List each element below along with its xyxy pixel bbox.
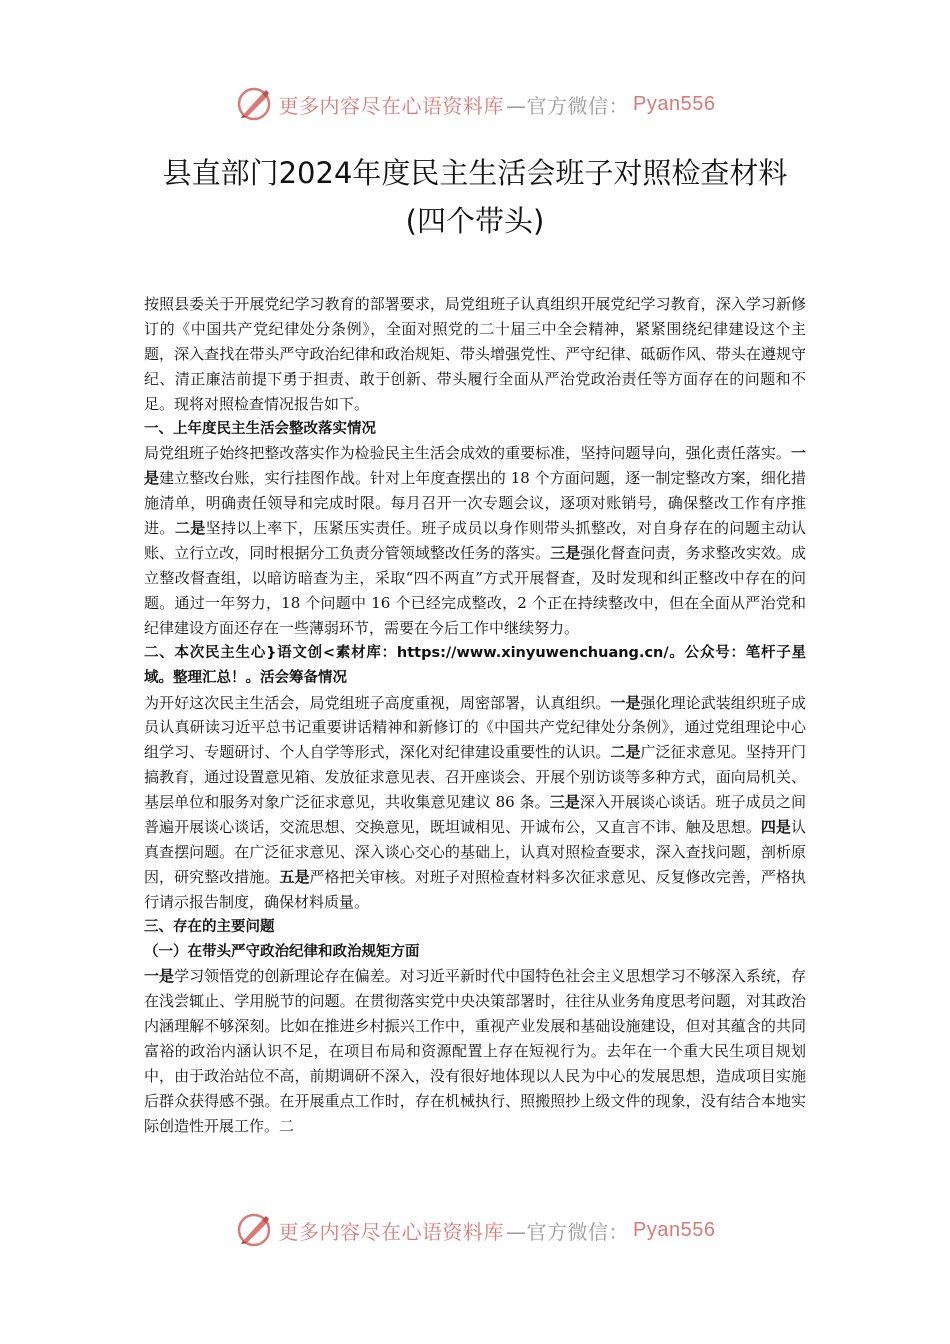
header-watermark-banner bbox=[0, 84, 950, 124]
pen-logo-icon bbox=[235, 1211, 273, 1249]
section1-paragraph: 局党组班子始终把整改落实作为检验民主生活会成效的重要标准，坚持问题导向，强化责任落实。一是建立整改台账，实行挂图作战。针对上年度查摆出的 18 个方面问题，逐一制定整改方案，细化措施清单，明确责任领导和完成时限。每月召开一次专题会议，逐项对账销号，确保整改工作有序推进。二是坚持以上率下，压紧压实责任。班子成员以身作则带头抓整改，对自身存在的问题主动认账、立行立改，同时根据分工负责分管领域整改任务的落实。三是强化督查问责，务求整改实效。成立整改督查组，以暗访暗查为主，采取“四不两直”方式开展督查，及时发现和纠正整改中存在的问题。通过一年努力，18 个问题中 16 个已经完成整改，2 个正在持续整改中，但在全面从严治党和纪律建设方面还存在一些薄弱环节，需要在今后工作中继续努力。 bbox=[144, 444, 806, 637]
banner-text-sep: —官方微信： bbox=[506, 1219, 630, 1244]
banner-wechat-id: Pyan556 bbox=[633, 1218, 716, 1241]
document-title: 县直部门2024年度民主生活会班子对照检查材料 bbox=[162, 156, 788, 190]
document-subtitle: (四个带头) bbox=[405, 204, 545, 238]
footer-watermark-banner bbox=[0, 1210, 950, 1250]
banner-text-main: 更多内容尽在心语资料库 bbox=[278, 1219, 505, 1244]
section3-heading: 三、存在的主要问题 bbox=[144, 918, 275, 935]
pen-logo-icon bbox=[235, 85, 273, 123]
section1-heading: 一、上年度民主生活会整改落实情况 bbox=[144, 420, 376, 437]
document-body bbox=[144, 292, 806, 1139]
banner-text-main: 更多内容尽在心语资料库 bbox=[278, 93, 505, 118]
banner-text-sep: —官方微信： bbox=[506, 93, 630, 118]
section3-paragraph: 一是学习领悟党的创新理论存在偏差。对习近平新时代中国特色社会主义思想学习不够深入系统，存在浅尝辄止、学用脱节的问题。在贯彻落实党中央决策部署时，往往从业务角度思考问题，对其政治内涵理解不够深刻。比如在推进乡村振兴工作中，重视产业发展和基础设施建设，但对其蕴含的共同富裕的政治内涵认识不足，在项目布局和资源配置上存在短视行为。去年在一个重大民生项目规划中，由于政治站位不高，前期调研不深入，没有很好地体现以人民为中心的发展思想，造成项目实施后群众获得感不强。在开展重点工作时，存在机械执行、照搬照抄上级文件的现象，没有结合本地实际创造性开展工作。二 bbox=[144, 967, 806, 1135]
banner-wechat-id: Pyan556 bbox=[633, 92, 716, 115]
intro-paragraph: 按照县委关于开展党纪学习教育的部署要求，局党组班子认真组织开展党纪学习教育，深入学习新修订的《中国共产党纪律处分条例》，全面对照党的二十届三中全会精神，紧紧围绕纪律建设这个主题，深入查找在带头严守政治纪律和政治规矩、带头增强党性、严守纪律、砥砺作风、带头在遵规守纪、清正廉洁前提下勇于担责、敢于创新、带头履行全面从严治党政治责任等方面存在的问题和不足。现将对照检查情况报告如下。 bbox=[144, 295, 806, 413]
section3-subheading: （一）在带头严守政治纪律和政治规矩方面 bbox=[144, 943, 420, 960]
section2-paragraph: 为开好这次民主生活会，局党组班子高度重视，周密部署，认真组织。一是强化理论武装组织班子成员认真研读习近平总书记重要讲话精神和新修订的《中国共产党纪律处分条例》，通过党组理论中心组学习、专题研讨、个人自学等形式，深化对纪律建设重要性的认识。二是广泛征求意见。坚持开门搞教育，通过设置意见箱、发放征求意见表、召开座谈会、开展个别访谈等多种方式，面向局机关、基层单位和服务对象广泛征求意见，共收集意见建议 86 条。三是深入开展谈心谈话。班子成员之间普遍开展谈心谈话，交流思想、交换意见，既坦诚相见、开诚布公，又直言不讳、触及思想。四是认真查摆问题。在广泛征求意见、深入谈心交心的基础上，认真对照检查要求，深入查找问题，剖析原因，研究整改措施。五是严格把关审核。对班子对照检查材料多次征求意见、反复修改完善，严格执行请示报告制度，确保材料质量。 bbox=[144, 693, 806, 911]
section2-heading: 二、本次民主生心}语文创<素材库：https://www.xinyuwenchuang.cn/。公众号：笔杆子星域。整理汇总！。活会筹备情况 bbox=[144, 644, 806, 686]
